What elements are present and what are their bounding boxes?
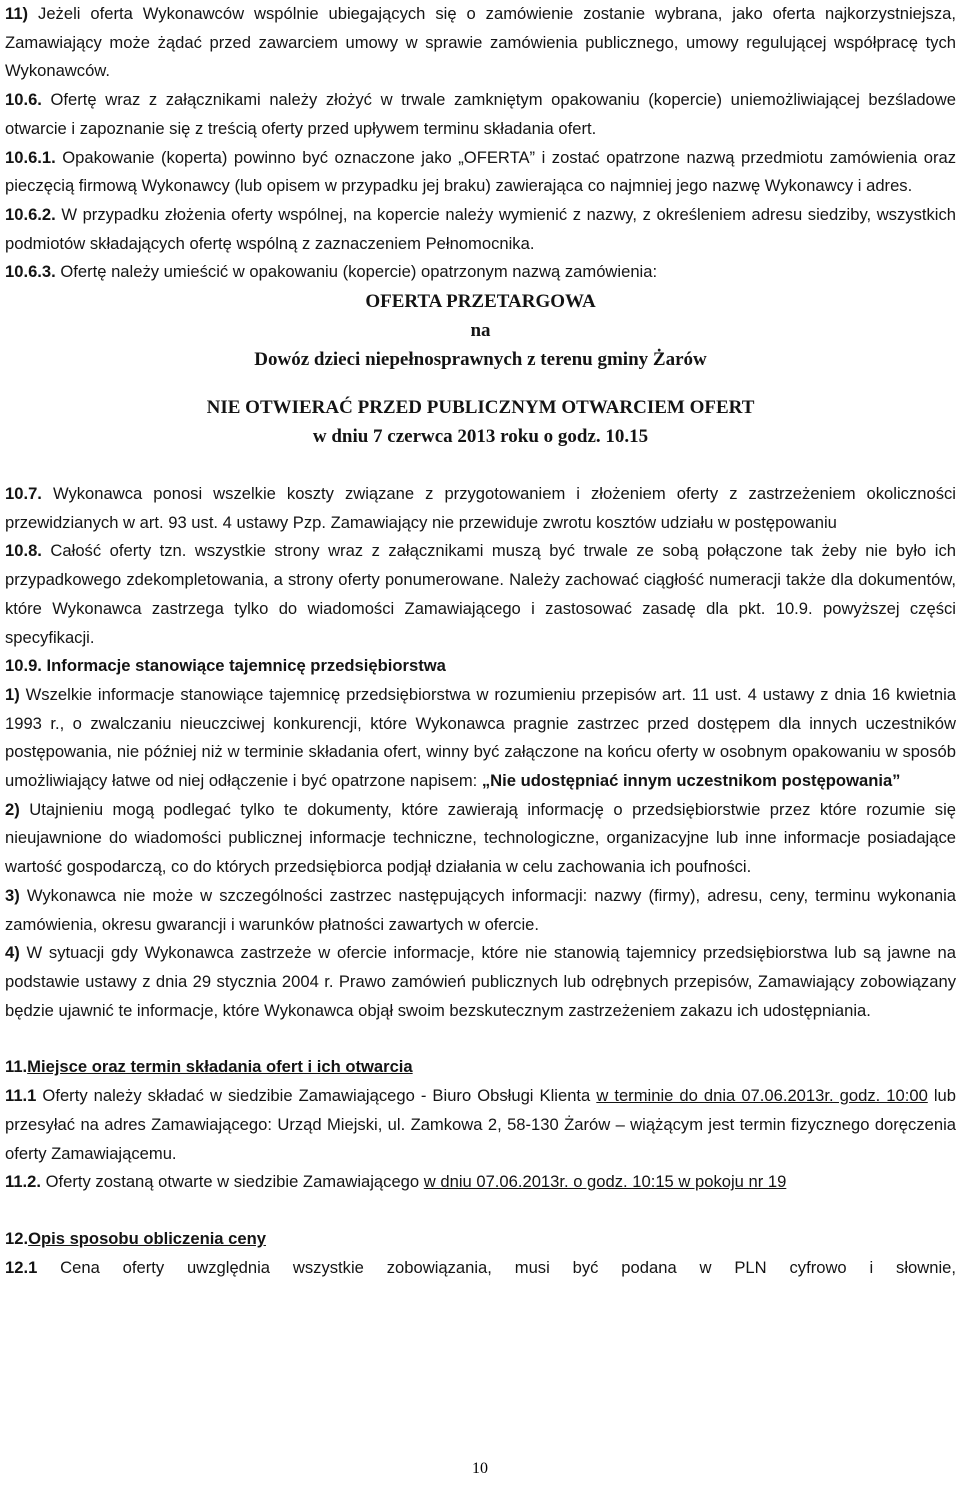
- paragraph-10-9-1: [5, 681, 956, 796]
- paragraph-11-1: [5, 1082, 956, 1168]
- paragraph-number: 11.2.: [5, 1172, 41, 1192]
- paragraph-10-8: [5, 537, 956, 652]
- paragraph-text: Ofertę należy umieścić w opakowaniu (kopercie) opatrzonym nazwą zamówienia:: [55, 262, 658, 282]
- section-title: Opis sposobu obliczenia ceny: [28, 1228, 266, 1248]
- paragraph-title: Informacje stanowiące tajemnicę przedsiębiorstwa: [46, 656, 446, 676]
- envelope-tender-name: Dowóz dzieci niepełnosprawnych z terenu gminy Żarów: [254, 349, 707, 371]
- paragraph-text: Utajnieniu mogą podlegać tylko te dokumenty, które zawierają informację o przedsiębiorstwie przez które rozumie się nieujawnione do wiadomości publicznej informacje techniczne, technologiczne, organizacyjne lub inne informacje posiadające wartość gospodarczą, co do których przedsiębiorca podjął działania w celu zachowania ich poufności.: [5, 799, 956, 877]
- paragraph-text: Wykonawca nie może w szczególności zastrzec następujących informacji: nazwy (firmy), adresu, ceny, terminu wykonania zamówienia, okresu gwarancji i warunków płatności zawartych w ofercie.: [5, 885, 956, 934]
- envelope-do-not-open: NIE OTWIERAĆ PRZED PUBLICZNYM OTWARCIEM OFERT: [206, 397, 755, 419]
- paragraph-text: Opakowanie (koperta) powinno być oznaczone jako „OFERTA” i zostać opatrzone nazwą przedmiotu zamówienia oraz pieczęcią firmową Wykonawcy (lub opisem w przypadku jej braku) zawierająca co najmniej jego nazwę Wykonawcy i adres.: [5, 147, 956, 196]
- paragraph-text: Jeżeli oferta Wykonawców wspólnie ubiegających się o zamówienie zostanie wybrana, jako oferta najkorzystniejsza, Zamawiający może żądać przed zawarciem umowy w sprawie zamówienia publicznego, umowy regulującej współpracę tych Wykonawców.: [5, 4, 956, 81]
- paragraph-number: 2): [5, 799, 20, 819]
- envelope-offer-title: OFERTA PRZETARGOWA: [365, 291, 596, 313]
- paragraph-text: W sytuacji gdy Wykonawca zastrzeże w ofercie informacje, które nie stanowią tajemnicy przedsiębiorstwa lub są jawne na podstawie ustawy z dnia 29 stycznia 2004 r. Prawo zamówień publicznych lub odrębnych przepisów, Zamawiający zobowiązany będzie ujawnić te informacje, które Wykonawca objął swoim bezskutecznym zastrzeżeniem zakazu ich udostępniania.: [5, 943, 956, 1020]
- paragraph-text: Oferty należy składać w siedzibie Zamawiającego - Biuro Obsługi Klienta: [36, 1086, 597, 1106]
- paragraph-text: Wszelkie informacje stanowiące tajemnicę przedsiębiorstwa w rozumieniu przepisów art. 11 ust. 4 ustawy z dnia 16 kwietnia 1993 r., o zwalczaniu nieuczciwej konkurencji, które Wykonawca pragnie zastrzec przed dostępem dla innych uczestników postępowania, nie później niż w terminie składania ofert, winny być załączone na końcu oferty w osobnym opakowaniu w sposób umożliwiający łatwe od niej odłączenie i być opatrzone napisem:: [5, 684, 956, 791]
- paragraph-number: 4): [5, 943, 20, 963]
- section-number: 12.: [5, 1228, 29, 1248]
- envelope-label-block: [5, 287, 956, 451]
- paragraph-text: Oferty zostaną otwarte w siedzibie Zamawiającego: [41, 1172, 424, 1192]
- paragraph-10-7: [5, 480, 956, 537]
- paragraph-opening-time: w dniu 07.06.2013r. o godz. 10:15 w pokoju nr 19: [423, 1172, 787, 1192]
- paragraph-emphasis: „Nie udostępniać innym uczestnikom postępowania”: [481, 771, 901, 791]
- paragraph-number: 10.6.1.: [5, 147, 56, 167]
- page-number: 10: [472, 1460, 488, 1477]
- paragraph-number: 10.8.: [5, 541, 42, 561]
- paragraph-10-9-2: [5, 796, 956, 882]
- paragraph-10-6: [5, 86, 956, 143]
- paragraph-10-6-3: [5, 258, 956, 287]
- section-12-heading: [5, 1225, 956, 1254]
- envelope-na: na: [470, 320, 491, 342]
- section-11-heading: [5, 1053, 956, 1082]
- paragraph-10-9-4: [5, 939, 956, 1025]
- paragraph-deadline: w terminie do dnia 07.06.2013r. godz. 10:00: [596, 1086, 928, 1106]
- paragraph-number: 3): [5, 885, 20, 905]
- paragraph-text: Wykonawca ponosi wszelkie koszty związane z przygotowaniem i złożeniem oferty z zastrzeżeniem okoliczności przewidzianych w art. 93 ust. 4 ustawy Pzp. Zamawiający nie przewiduje zwrotu kosztów udziału w postępowaniu: [5, 484, 956, 532]
- paragraph-text: W przypadku złożenia oferty wspólnej, na kopercie należy wymienić z nazwy, z określeniem adresu siedziby, wszystkich podmiotów składających ofertę wspólną z zaznaczeniem Pełnomocnika.: [5, 204, 956, 253]
- paragraph-11-2: [5, 1168, 956, 1197]
- envelope-opening-date: w dniu 7 czerwca 2013 roku o godz. 10.15: [312, 426, 649, 448]
- paragraph-number: 11): [5, 4, 29, 23]
- paragraph-number: 10.6.: [5, 90, 42, 110]
- paragraph-number: 10.9.: [5, 656, 42, 676]
- paragraph-number: 12.1: [5, 1257, 38, 1277]
- paragraph-text: Cena oferty uwzględnia wszystkie zobowiązania, musi być podana w PLN cyfrowo i słownie,: [37, 1257, 956, 1277]
- paragraph-11: [5, 0, 956, 86]
- paragraph-12-1: [5, 1254, 956, 1283]
- paragraph-10-6-2: [5, 201, 956, 258]
- paragraph-10-9: [5, 652, 956, 681]
- paragraph-10-9-3: [5, 882, 956, 939]
- paragraph-number: 10.7.: [5, 484, 42, 504]
- paragraph-number: 11.1: [5, 1086, 37, 1106]
- paragraph-10-6-1: [5, 144, 956, 201]
- paragraph-text: Ofertę wraz z załącznikami należy złożyć w trwale zamkniętym opakowaniu (kopercie) uniemożliwiającej bezśladowe otwarcie i zapoznanie się z treścią oferty przed upływem terminu składania ofert.: [5, 90, 956, 138]
- paragraph-text: Całość oferty tzn. wszystkie strony wraz z załącznikami muszą być trwale ze sobą połączone tak żeby nie było ich przypadkowego zdekompletowania, a strony oferty ponumerowane. Należy zachować ciągłość numeracji także dla dokumentów, które Wykonawca zastrzega tylko do wiadomości Zamawiającego i zastosować zasadę dla pkt. 10.9. powyższej części specyfikacji.: [5, 541, 956, 647]
- paragraph-number: 10.6.3.: [5, 262, 56, 282]
- section-title: Miejsce oraz termin składania ofert i ich otwarcia: [27, 1057, 413, 1077]
- paragraph-number: 10.6.2.: [5, 204, 56, 224]
- section-number: 11.: [5, 1057, 28, 1077]
- paragraph-number: 1): [5, 684, 20, 704]
- paragraph-text: lub przesyłać na adres Zamawiającego: Urząd Miejski, ul. Zamkowa 2, 58-130 Żarów – wiążącym jest termin fizycznego doręczenia oferty Zamawiającemu.: [5, 1086, 956, 1163]
